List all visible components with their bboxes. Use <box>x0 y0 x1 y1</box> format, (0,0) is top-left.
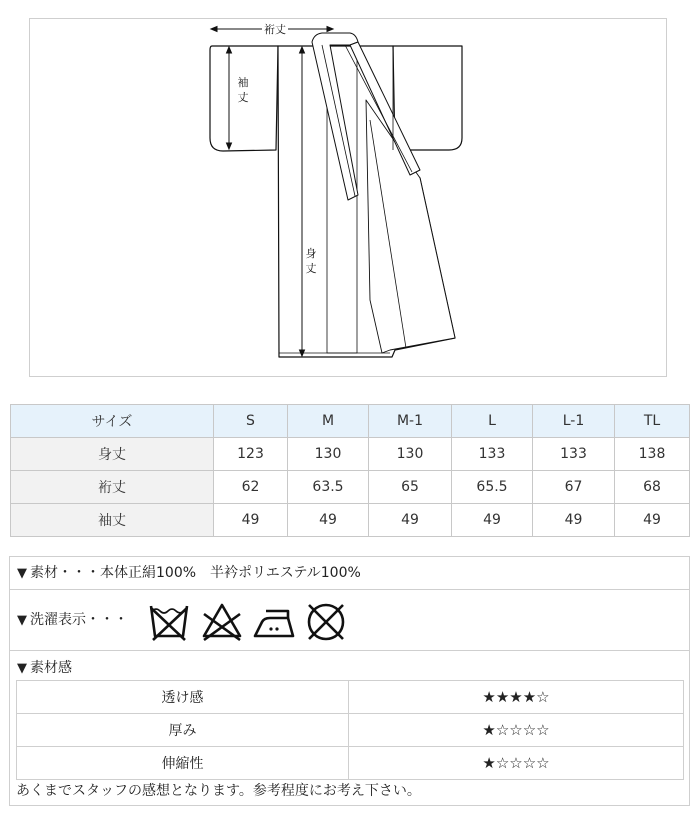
table-cell: 62 <box>214 471 288 504</box>
table-cell: 65.5 <box>452 471 533 504</box>
table-row <box>11 504 690 537</box>
feel-label: 素材感 <box>30 660 72 676</box>
sode-label-bottom: 丈 <box>237 91 249 104</box>
row-label: 裄丈 <box>11 471 214 504</box>
care-label: 洗濯表示・・・ <box>30 612 128 628</box>
table-cell: 49 <box>452 504 533 537</box>
staff-note: あくまでスタッフの感想となります。参考程度にお考え下さい。 <box>16 783 421 799</box>
feel-label-cell: 厚み <box>17 714 349 747</box>
table-cell: 130 <box>369 438 452 471</box>
no-dryclean-icon <box>304 600 348 644</box>
header-cell: L <box>452 405 533 438</box>
table-cell: 63.5 <box>288 471 369 504</box>
table-cell: 65 <box>369 471 452 504</box>
header-cell: S <box>214 405 288 438</box>
header-cell: サイズ <box>11 405 214 438</box>
size-table-header <box>11 405 690 438</box>
care-row <box>10 590 689 651</box>
feel-label-cell: 伸縮性 <box>17 747 349 780</box>
star-rating: ★★★★☆ <box>349 681 684 714</box>
table-cell: 49 <box>533 504 615 537</box>
feel-label-cell: 透け感 <box>17 681 349 714</box>
star-rating: ★☆☆☆☆ <box>349 714 684 747</box>
header-cell: L-1 <box>533 405 615 438</box>
table-cell: 49 <box>615 504 690 537</box>
table-cell: 68 <box>615 471 690 504</box>
sode-label-top: 袖 <box>237 76 249 89</box>
material-text: 素材・・・本体正絹100% 半衿ポリエステル100% <box>30 565 361 581</box>
mi-label-top: 身 <box>305 247 317 260</box>
size-table <box>10 404 690 537</box>
triangle-down-icon: ▼ <box>17 661 27 676</box>
table-row <box>11 438 690 471</box>
table-cell: 49 <box>369 504 452 537</box>
triangle-down-icon: ▼ <box>17 566 27 581</box>
table-cell: 67 <box>533 471 615 504</box>
material-row <box>10 557 689 590</box>
star-rating: ★☆☆☆☆ <box>349 747 684 780</box>
table-cell: 133 <box>533 438 615 471</box>
header-cell: M <box>288 405 369 438</box>
row-label: 袖丈 <box>11 504 214 537</box>
table-row <box>17 747 684 780</box>
no-wash-icon <box>147 600 191 644</box>
table-cell: 130 <box>288 438 369 471</box>
yuki-label: 裄丈 <box>264 23 286 36</box>
mi-label-bottom: 丈 <box>305 262 317 275</box>
kimono-diagram <box>0 0 700 380</box>
table-row <box>17 714 684 747</box>
right-sleeve <box>393 46 462 150</box>
iron-medium-icon <box>252 600 296 644</box>
table-cell: 133 <box>452 438 533 471</box>
table-cell: 49 <box>214 504 288 537</box>
table-cell: 138 <box>615 438 690 471</box>
table-row <box>17 681 684 714</box>
table-cell: 49 <box>288 504 369 537</box>
no-bleach-icon <box>200 600 244 644</box>
feel-heading <box>17 658 72 679</box>
material-info-box <box>9 556 690 806</box>
header-cell: TL <box>615 405 690 438</box>
header-cell: M-1 <box>369 405 452 438</box>
row-label: 身丈 <box>11 438 214 471</box>
triangle-down-icon: ▼ <box>17 613 27 628</box>
table-row <box>11 471 690 504</box>
material-feel-table <box>16 680 684 780</box>
table-cell: 123 <box>214 438 288 471</box>
